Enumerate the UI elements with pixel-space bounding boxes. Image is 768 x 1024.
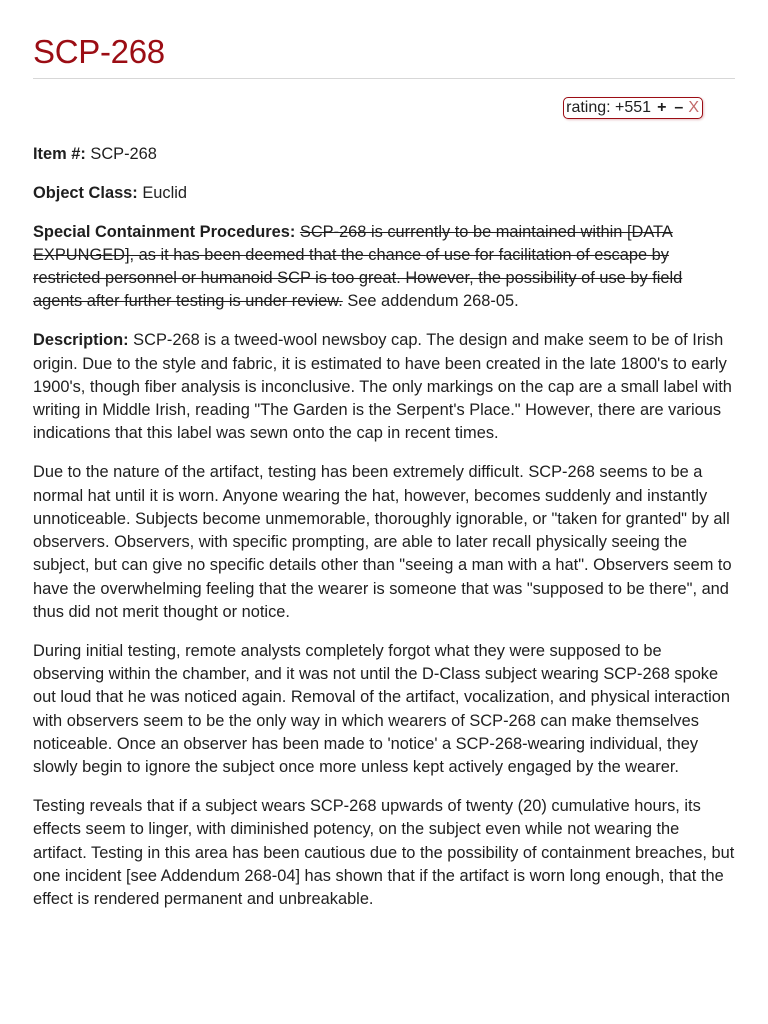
- item-number-value: SCP-268: [85, 145, 157, 163]
- description-paragraph-2: Due to the nature of the artifact, testing has been extremely difficult. SCP-268 seems to be a normal hat until it is worn. Anyone wearing the hat, however, becomes suddenly and instantly unnoticeable. Subjects become unmemorable, thoroughly ignorable, or "taken for granted" by all observers. Observers, with specific prompting, are able to later recall physically seeing the subject, but can give no specific details other than "seeing a man with a hat". Observers seem to have the overwhelming feeling that the wearer is someone that was "supposed to be there", and thus did not merit thought or notice.: [33, 463, 732, 622]
- description-text-1: SCP-268 is a tweed-wool newsboy cap. The design and make seem to be of Irish origin. Due to the style and fabric, it is estimated to have been created in the late 1800's to early 1900's, though fiber analysis is inconclusive. The only markings on the cap are a small label with writing in Middle Irish, reading "The Garden is the Serpent's Place." However, there are various indications that this label was sewn onto the cap in recent times.: [33, 331, 732, 443]
- rating-label: rating: +551: [566, 99, 652, 116]
- description-paragraph-1: [33, 329, 735, 445]
- containment-label: Special Containment Procedures:: [33, 222, 296, 241]
- object-class-label: Object Class:: [33, 183, 138, 202]
- article-content: [33, 143, 735, 927]
- containment-addendum-text: See addendum 268-05.: [342, 292, 519, 311]
- description-label: Description:: [33, 331, 129, 350]
- rating-box: [563, 97, 703, 119]
- description-paragraph-4: Testing reveals that if a subject wears SCP-268 upwards of twenty (20) cumulative hours, its effects seem to linger, with diminished potency, on the subject even while not wearing the artifact. Testing in this area has been cautious due to the possibility of containment breaches, but one incident [see Addendum 268-04] has shown that if the artifact is worn long enough, that the effect is rendered permanent and unbreakable.: [33, 797, 735, 909]
- rating-module: [563, 97, 703, 119]
- description-paragraph-3: During initial testing, remote analysts completely forgot what they were supposed to be observing within the chamber, and it was not until the D-Class subject wearing SCP-268 spoke out loud that he was noticed again. Removal of the artifact, vocalization, and physical interaction with observers seem to be the only way in which wearers of SCP-268 can make themselves noticeable. Once an observer has been made to 'notice' a SCP-268-wearing individual, they slowly begin to ignore the subject once more unless kept actively engaged by the wearer.: [33, 641, 731, 777]
- containment-procedures: [33, 221, 735, 314]
- containment-struck-text: SCP-268 is currently to be maintained within [DATA EXPUNGED], as it has been deemed that the chance of use for facilitation of escape by restricted personnel or humanoid SCP is too great. However, the possibility of use by field agents after further testing is under review.: [33, 222, 683, 311]
- object-class-line: [33, 182, 735, 205]
- rate-cancel-button[interactable]: X: [688, 99, 699, 116]
- page-title: SCP-268: [33, 33, 165, 70]
- item-number-label: Item #:: [33, 145, 86, 163]
- item-number-line: [33, 143, 735, 166]
- rate-down-button[interactable]: –: [674, 99, 684, 116]
- title-divider: [33, 78, 735, 79]
- rate-up-button[interactable]: +: [657, 99, 667, 116]
- object-class-value: Euclid: [137, 183, 187, 202]
